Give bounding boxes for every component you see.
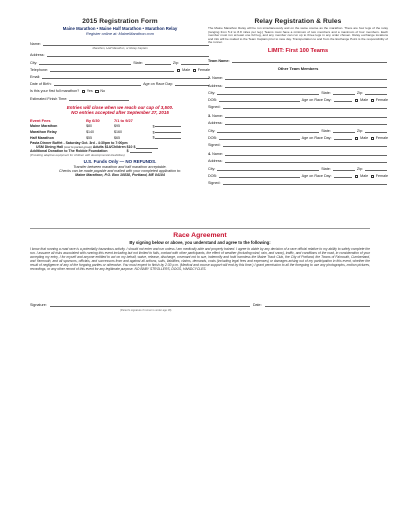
checks-note: Checks can be made payable and mailed with your completed application to: — [58, 168, 182, 173]
email-field[interactable] — [42, 75, 212, 81]
member-male-checkbox[interactable] — [355, 99, 358, 102]
race-agreement-title: Race Agreement — [173, 232, 227, 239]
female-checkbox[interactable] — [193, 69, 196, 72]
member-zip-field[interactable] — [365, 129, 387, 133]
age-field[interactable] — [175, 82, 209, 86]
member-city-field[interactable] — [217, 129, 319, 133]
member-address-field[interactable] — [225, 159, 387, 163]
member-male-label: Male — [360, 135, 369, 140]
member-name-field[interactable] — [225, 76, 387, 80]
member-address-field[interactable] — [225, 121, 387, 125]
member-age-field[interactable] — [334, 98, 352, 102]
relay-title: Relay Registration & Rules — [254, 18, 342, 25]
team-name-field[interactable] — [232, 59, 387, 63]
first-full-label: Is this your first full marathon? — [30, 89, 80, 94]
member-signed-label: Signed: — [208, 143, 221, 148]
member-name-field[interactable] — [225, 152, 387, 156]
race-agreement-text: I know that running a road race is a potentially hazardous activity. I should not enter and run unless I am medically able and properly trained. I agree to abide by any decision of a race official relative to my ability to safely complete the run. I assume all risks associated with running this event including but not limited to falls, contact with other participants, the effect of weather (including wind, rain, and snow), traffic, and conditions of the road, in consideration of your accepting my entry, I for myself and anyone entitled to act on my behalf, waive, release, discharge, covenant not to sue, indemnify and hold harmless the Maine Track Club, the City of Portland, the Towns of Falmouth, Cumberland, and Yarmouth, and all sponsors, officials, and successors from and against all actions, suits, liabilities, claims, demands, costs (including legal fees and expenses) or damages arising out of my participation in this event, whether the result of negligence of any of the forgoing parties or otherwise. You must expect to finish by 2:30 p.m. (Medical and course support will end by this time.) I grant permission to all the foregoing to use any photographs, motion pictures, recordings, or any other record of this event for any legitimate purpose. NO BABY STROLLERS, DOGS, HANDCYCLES. — [30, 247, 370, 271]
funds-notice: U.S. Funds Only — NO REFUNDS. — [83, 159, 157, 165]
finish-label: Estimated Finish Time: — [30, 96, 68, 101]
zip-field[interactable] — [181, 61, 209, 65]
pasta-price: Adults $14/Children $10 — [92, 144, 133, 149]
female-label: Female — [197, 67, 210, 72]
member-address-label: Address: — [208, 121, 223, 126]
member-name-label: Name: — [212, 152, 223, 157]
member-age-field[interactable] — [334, 174, 352, 178]
no-label: No — [100, 89, 106, 94]
signature-label: Signature: — [30, 303, 47, 307]
member-zip-label: Zip: — [356, 90, 363, 95]
member-number: 2. — [208, 76, 212, 81]
member-zip-field[interactable] — [365, 91, 387, 95]
name-hint: Marathon, Half Marathon, or Relay Captain — [92, 46, 148, 51]
finish-field[interactable] — [69, 97, 129, 101]
city-field[interactable] — [39, 61, 131, 65]
section-divider — [30, 228, 370, 229]
fee-early: $80 — [86, 124, 93, 129]
relay-limit: LIMIT: First 100 Teams — [267, 47, 329, 54]
age-label: Age on Race Day: — [143, 82, 173, 87]
registration-title: 2015 Registration Form — [82, 18, 158, 25]
pasta-detail-note: (cost to pocket group) — [64, 144, 92, 149]
member-dob-label: DOB: — [208, 97, 218, 102]
pasta-line: Pasta Dinner Buffet - Saturday Oct. 3rd - 4:30pm to 7:00pm — [30, 140, 128, 145]
zip-label: Zip: — [172, 60, 179, 65]
address-label: Address: — [30, 53, 45, 58]
signature-note: (Parent's signature if runner is under age 18) — [120, 309, 172, 312]
pasta-detail: USM Dining Hall — [36, 144, 64, 149]
yes-checkbox[interactable] — [82, 90, 85, 93]
member-female-checkbox[interactable] — [371, 137, 374, 140]
transfer-note: Transfer between marathon and half marathon acceptable. — [73, 164, 167, 169]
address-field[interactable] — [47, 53, 209, 57]
registration-form — [30, 18, 210, 177]
member-signature-field[interactable] — [223, 181, 387, 185]
fees-col-early: By 6/30 — [86, 117, 100, 123]
pasta-dinner — [30, 141, 210, 158]
fee-event: Maine Marathon — [30, 124, 58, 129]
member-name-field[interactable] — [225, 114, 387, 118]
fees-col-late: 7/1 to 9/27 — [114, 117, 133, 123]
name-label: Name: — [30, 42, 41, 47]
race-agreement-subtitle: By signing below or above, you understand and agree to the following: — [129, 239, 271, 245]
fee-amount-field[interactable] — [152, 130, 181, 135]
donation-currency: $ — [126, 149, 129, 154]
member-female-checkbox[interactable] — [371, 99, 374, 102]
dob-field[interactable] — [54, 82, 142, 86]
payment-info — [30, 160, 210, 177]
member-city-label: City: — [208, 166, 216, 171]
member-age-label: Age on Race Day: — [301, 135, 332, 140]
member-state-label: State: — [321, 166, 331, 171]
fee-early: $55 — [86, 135, 93, 140]
member-number: 4. — [208, 152, 212, 157]
member-dob-label: DOB: — [208, 173, 218, 178]
member-dob-label: DOB: — [208, 135, 218, 140]
mailing-address: Maine Marathon, P.O. Box 10838, Portland, ME 04104 — [75, 173, 165, 178]
member-dob-field[interactable] — [219, 174, 300, 178]
member-state-field[interactable] — [333, 91, 355, 95]
member-male-label: Male — [360, 97, 369, 102]
member-dob-field[interactable] — [219, 136, 300, 140]
fee-currency: $ — [152, 136, 155, 141]
team-member-block — [208, 149, 388, 185]
member-male-checkbox[interactable] — [355, 175, 358, 178]
member-age-field[interactable] — [334, 136, 352, 140]
fee-late: $160 — [114, 129, 123, 134]
team-member-block — [208, 73, 388, 109]
member-city-field[interactable] — [217, 91, 319, 95]
member-zip-field[interactable] — [365, 167, 387, 171]
member-address-label: Address: — [208, 159, 223, 164]
member-signature-field[interactable] — [223, 143, 387, 147]
other-members-heading: Other Team Members — [277, 66, 319, 72]
fee-amount-field[interactable] — [152, 135, 181, 141]
donation-note: (Providing adaptive equipment for children with developmental disabilities) — [30, 153, 125, 158]
member-male-checkbox[interactable] — [355, 137, 358, 140]
signature-row — [30, 303, 370, 307]
fee-late: $95 — [114, 124, 121, 129]
race-agreement-header — [30, 232, 370, 245]
fee-event: Half Marathon — [30, 135, 54, 140]
fees-header: Event Fees — [30, 117, 51, 123]
member-city-label: City: — [208, 128, 216, 133]
team-name-label: Team Name: — [208, 59, 230, 64]
fee-currency: $ — [152, 130, 155, 135]
member-female-label: Female — [375, 97, 388, 102]
state-field[interactable] — [145, 61, 171, 65]
member-state-field[interactable] — [333, 129, 355, 133]
relay-registration — [208, 18, 388, 185]
member-male-label: Male — [360, 173, 369, 178]
fee-currency: $ — [152, 124, 155, 129]
date-label: Date: — [252, 303, 262, 307]
yes-label: Yes — [86, 89, 93, 94]
donation-amount-field[interactable] — [130, 150, 152, 153]
member-address-label: Address: — [208, 83, 223, 88]
member-state-field[interactable] — [333, 167, 355, 171]
register-online[interactable]: Register online at: MaineMarathon.com — [86, 31, 154, 36]
relay-rules: The Maine Marathon Relay will be run simultaneously and on the same course as the marathon. There are four legs of the relay (ranging from 5.2 to 8.8 miles per leg.) Teams must have a minimum of two members and a maximum of four members. Each member must run at least one full leg, and any member can run up to three legs in any order chosen. Relay exchange locations and info will be mailed to the Team Captain prior to race day. Transportation to and from the Exchange Point is the responsibility of the runner. — [208, 26, 388, 45]
member-signed-label: Signed: — [208, 105, 221, 110]
email-label: Email: — [30, 74, 41, 79]
fee-late: $65 — [114, 135, 121, 140]
telephone-label: Telephone: — [30, 67, 49, 72]
close-notice: Entries will close when we reach our cap of 3,500. — [66, 104, 174, 110]
city-label: City: — [30, 60, 38, 65]
fees-table — [30, 117, 210, 141]
fee-amount-field[interactable] — [152, 124, 181, 129]
member-age-label: Age on Race Day: — [301, 97, 332, 102]
team-member-block — [208, 111, 388, 147]
member-address-field[interactable] — [225, 84, 387, 88]
member-age-label: Age on Race Day: — [301, 173, 332, 178]
donation-label: Additional Donation to The Robbie Foundation — [30, 149, 108, 154]
state-label: State: — [133, 60, 143, 65]
events-list: Maine Marathon • Maine Half Marathon • Marathon Relay — [62, 26, 178, 31]
member-number: 3. — [208, 114, 212, 119]
member-female-label: Female — [375, 135, 388, 140]
dob-label: Date of Birth: — [30, 82, 52, 87]
male-label: Male — [182, 67, 191, 72]
member-city-label: City: — [208, 90, 216, 95]
fee-early: $140 — [86, 129, 95, 134]
member-state-label: State: — [321, 128, 331, 133]
member-state-label: State: — [321, 90, 331, 95]
pasta-currency: $ — [133, 144, 136, 149]
male-checkbox[interactable] — [177, 69, 180, 72]
member-zip-label: Zip: — [356, 166, 363, 171]
member-city-field[interactable] — [217, 167, 319, 171]
signature-field[interactable] — [50, 303, 250, 307]
team-members-list — [208, 73, 388, 185]
member-female-label: Female — [375, 173, 388, 178]
deadline-notice: NO entries accepted after September 27, 2015 — [71, 109, 169, 115]
member-zip-label: Zip: — [356, 128, 363, 133]
member-signature-field[interactable] — [223, 105, 387, 109]
fee-event: Marathon Relay — [30, 129, 57, 134]
member-name-label: Name: — [212, 114, 223, 119]
no-checkbox[interactable] — [95, 90, 98, 93]
member-dob-field[interactable] — [219, 98, 300, 102]
telephone-field[interactable] — [50, 68, 174, 72]
member-female-checkbox[interactable] — [371, 175, 374, 178]
member-signed-label: Signed: — [208, 180, 221, 185]
date-field[interactable] — [265, 303, 370, 307]
member-name-label: Name: — [212, 76, 223, 81]
